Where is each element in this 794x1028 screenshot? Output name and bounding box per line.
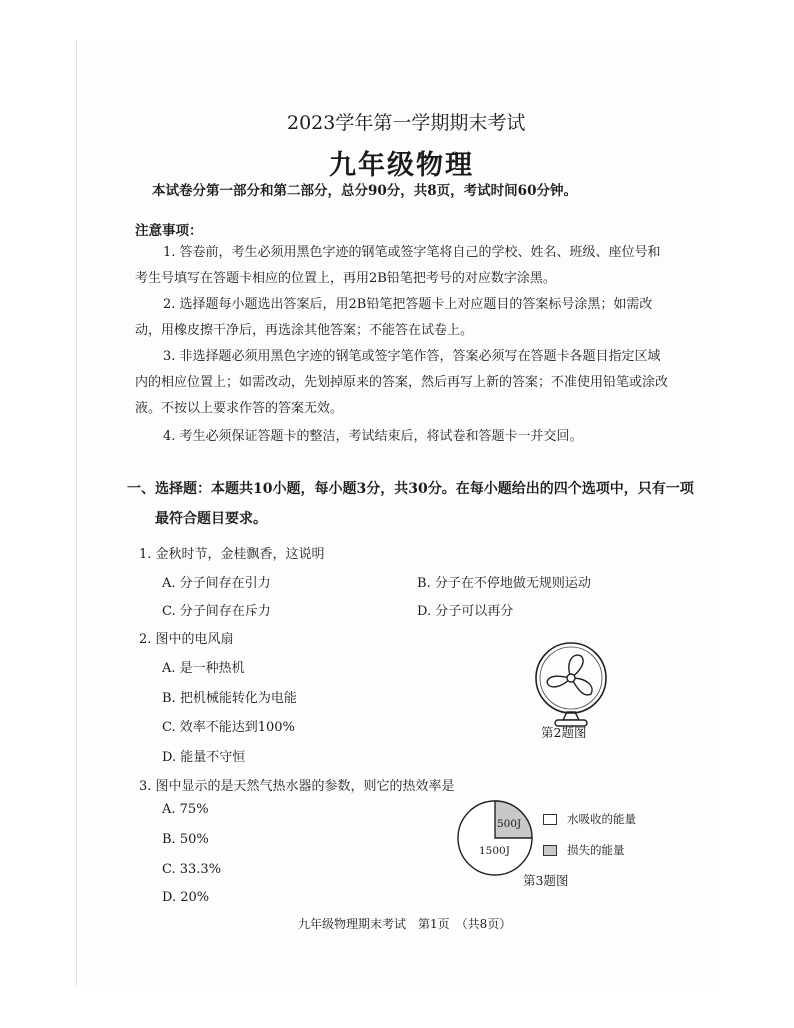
notice-line-6: 内的相应位置上；如需改动，先划掉原来的答案，然后再写上新的答案；不准使用铅笔或涂改 <box>135 375 669 390</box>
q2-option-b: B. 把机械能转化为电能 <box>162 691 297 706</box>
q1-stem: 1. 金秋时节，金桂飘香，这说明 <box>139 547 325 562</box>
notice-line-8: 4. 考生必须保证答题卡的整洁，考试结束后，将试卷和答题卡一并交回。 <box>163 429 583 444</box>
notice-line-3: 2. 选择题每小题选出答案后，用2B铅笔把答题卡上对应题目的答案标号涂黑；如需改 <box>163 297 653 312</box>
exam-title: 2023学年第一学期期末考试 <box>287 112 526 134</box>
legend-absorbed-label: 水吸收的能量 <box>567 812 636 826</box>
pie-lost-label: 500J <box>497 818 522 830</box>
q3-option-a: A. 75% <box>162 802 209 817</box>
q2-option-a: A. 是一种热机 <box>162 661 245 676</box>
q3-stem: 3. 图中显示的是天然气热水器的参数，则它的热效率是 <box>139 779 455 794</box>
notice-line-7: 液。不按以上要求作答的答案无效。 <box>135 401 344 416</box>
page-footer: 九年级物理期末考试 第1页 （共8页） <box>298 917 512 931</box>
subject-title: 九年级物理 <box>329 150 474 181</box>
pie-absorbed-label: 1500J <box>479 845 510 857</box>
q1-option-c: C. 分子间存在斥力 <box>162 604 271 619</box>
q1-option-d: D. 分子可以再分 <box>417 604 514 619</box>
q3-figure-caption: 第3题图 <box>523 873 569 888</box>
q2-option-d: D. 能量不守恒 <box>162 750 246 765</box>
exam-intro: 本试卷分第一部分和第二部分，总分90分，共8页，考试时间60分钟。 <box>152 183 577 199</box>
q2-option-c: C. 效率不能达到100% <box>162 720 295 735</box>
exam-page <box>76 40 719 986</box>
notice-line-1: 1. 答卷前，考生必须用黑色字迹的钢笔或签字笔将自己的学校、姓名、班级、座位号和 <box>163 245 661 260</box>
q1-option-b: B. 分子在不停地做无规则运动 <box>417 576 591 591</box>
notice-line-4: 动，用橡皮擦干净后，再选涂其他答案；不能答在试卷上。 <box>135 323 474 338</box>
energy-pie-chart <box>455 798 535 878</box>
notice-line-5: 3. 非选择题必须用黑色字迹的钢笔或签字笔作答，答案必须写在答题卡各题目指定区域 <box>163 349 661 364</box>
legend-lost-label: 损失的能量 <box>567 843 625 857</box>
q1-option-a: A. 分子间存在引力 <box>162 576 271 591</box>
section1-heading-cont: 最符合题目要求。 <box>155 511 267 527</box>
notice-heading: 注意事项： <box>135 223 203 239</box>
q2-stem: 2. 图中的电风扇 <box>139 632 234 647</box>
legend-lost-swatch <box>543 845 557 856</box>
q3-option-b: B. 50% <box>162 832 209 847</box>
section1-heading: 一、选择题：本题共10小题，每小题3分，共30分。在每小题给出的四个选项中，只有一项 <box>127 481 694 497</box>
q3-option-c: C. 33.3% <box>162 862 222 877</box>
legend-absorbed-swatch <box>543 814 557 825</box>
notice-line-2: 考生号填写在答题卡相应的位置上，再用2B铅笔把考号的对应数字涂黑。 <box>135 271 556 286</box>
electric-fan-figure <box>525 640 617 728</box>
q3-option-d: D. 20% <box>162 890 210 905</box>
q2-figure-caption: 第2题图 <box>541 725 587 740</box>
